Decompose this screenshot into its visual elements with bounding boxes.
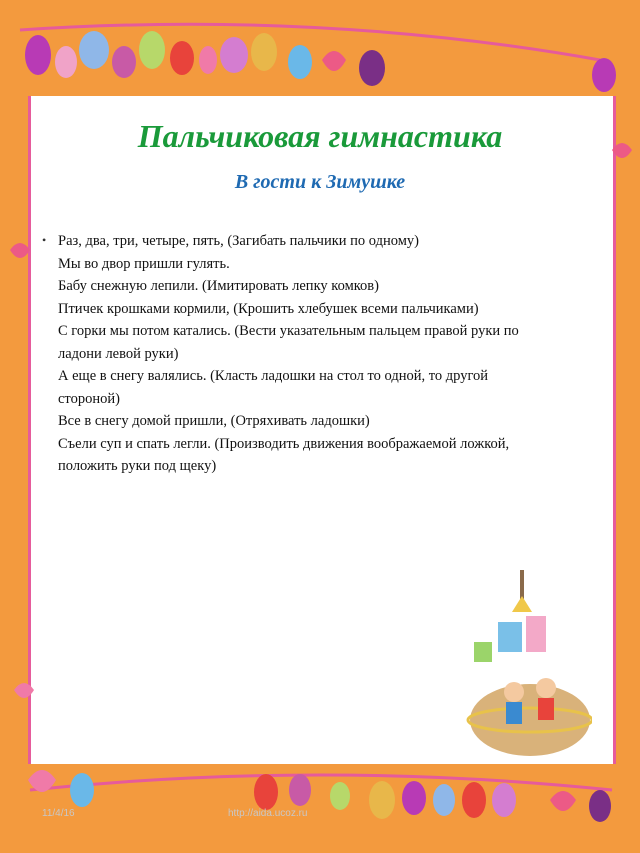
poem-line: С горки мы потом катались. (Вести указательным пальцем правой руки по [58, 323, 519, 339]
kids-on-globe-illustration-icon [462, 560, 592, 760]
footer-date: 11/4/16 [42, 808, 75, 819]
poem-line: стороной) [58, 390, 120, 407]
poem-text [58, 230, 588, 478]
poem-line: А еще в снегу валялись. (Класть ладошки на стол то одной, то другой [58, 368, 489, 384]
page-subtitle: В гости к Зимушке [234, 171, 406, 193]
poem-line: Мы во двор пришли гулять. [58, 255, 230, 272]
poem-line: ладони левой руки) [58, 345, 179, 362]
poem-line: Птичек крошками кормили, (Крошить хлебушек всеми пальчиками) [58, 300, 479, 317]
poem-line: положить руки под щеку) [58, 458, 217, 474]
footer-url: http://aida.ucoz.ru [228, 808, 308, 819]
page-title: Пальчиковая гимнастика [137, 118, 503, 154]
list-bullet: • [42, 233, 47, 247]
poem-line: Бабу снежную лепили. (Имитировать лепку комков) [58, 278, 379, 294]
poem-line: Съели суп и спать легли. (Производить движения воображаемой ложкой, [58, 435, 510, 452]
poem-line: Раз, два, три, четыре, пять, (Загибать пальчики по одному) [58, 233, 419, 249]
poem-line: Все в снегу домой пришли, (Отряхивать ладошки) [58, 413, 370, 429]
